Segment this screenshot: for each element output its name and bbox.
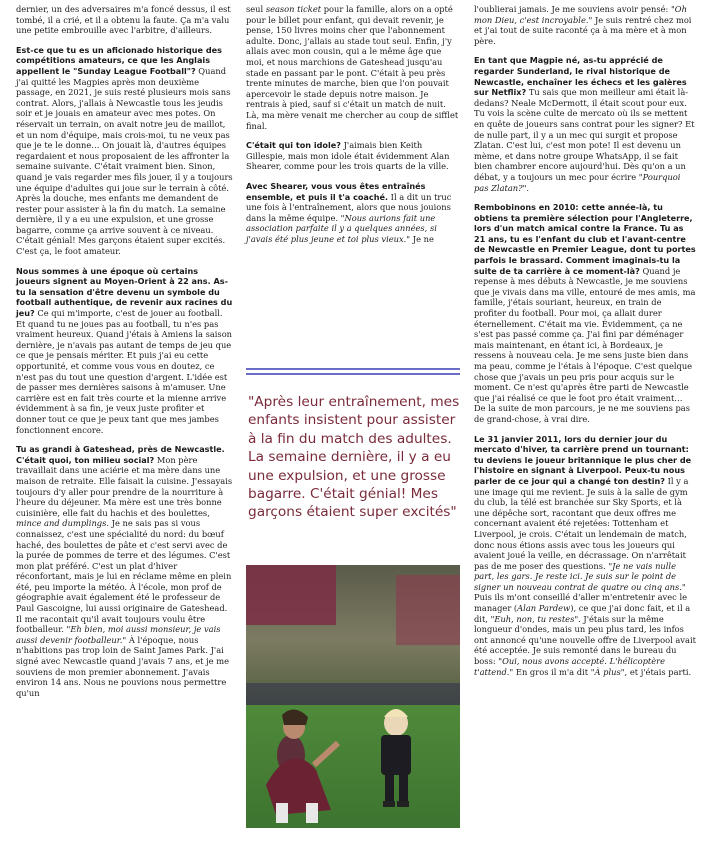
answer: Mon père travaillait dans une aciérie et ma mère dans une maison de retraite. Elle faisait la cuisine. J'essayais toujours d'y aller pour prendre de la nourriture à l'heure du déjeuner. Ma mère est une très bonne cuisinière, elle fait du hachis et des boulettes, [16, 454, 233, 518]
answer: Quand j'ai quitté les Magpies après mon deuxième passage, en 2021, je suis resté plusieurs mois sans contrat. Alors, j'allais à Newcastle tous les jeudis soir et je jouais en amateur avec mes potes. On réservait un terrain, on avait notre jeu de maillot, et un nom d'équipe, mais crois-moi, tu ne veux pas que je te le donne… On jouait là, d'autres équipes regardaient et nous proposaient de les affronter la semaine suivante. C'était vraiment bien. Sinon, quand je vais regarder mes fils jouer, il y a toujours une équipe d'adultes qui joue sur le terrain à côté. Après la douche, mes enfants me demandent de rester pour assister à la fin du match. La semaine dernière, il y a eu une expulsion, et une grosse bagarre, comme ça arrive souvent à ce niveau. C'était génial! Mes garçons étaient super excités. C'est ça, le foot amateur. [16, 65, 233, 257]
answer: En gros il m'a dit [513, 666, 591, 677]
emphasis: "Je ne vais nulle part, les gars. Je reste ici. Je suis sur le point de signer un nouveau contrat de quatre ou cinq ans." [474, 560, 686, 592]
answer: Ce qui m'importe, c'est de jouer au football. Et quand tu ne joues pas au football, tu n'es pas vraiment heureux. Quand j'étais à Amiens la saison dernière, je n'avais pas autant de temps de jeu que ce que je pensais mériter. Et puis j'ai eu cette opportunité, et comme vous vous en doutez, ce n'est pas du tout une question d'argent. L'idée est de passer mes dernières saisons à m'amuser. Une carrière est en fait très courte et la mienne arrive évidemment à sa fin, je veux juste profiter et donner tout ce que je peux tant que mes jambes fonctionnent encore. [16, 308, 233, 435]
column-2 [246, 4, 460, 244]
emphasis: season ticket [265, 4, 322, 14]
emphasis: "Pourquoi pas Zlatan?" [474, 171, 681, 193]
answer: , et j'étais parti. [624, 666, 692, 677]
answer: ), ce que j'ai donc fait, et il a dit, [474, 603, 691, 624]
answer: Il y a une image qui me revient. Je suis à la salle de gym du club, la télé est branchée sur Sky Sports, et là une dépêche sort, racontant que deux offres me concernant avaient été rejetées: Tottenham et Liverpool, je crois. C'était un lendemain de match, donc nous étions assis avec tous les joueurs qui avaient joué la veille, en décrassage. On n'arrêtait pas de me poser des questions. [474, 475, 689, 571]
question: Rembobinons en 2010: cette année-là, tu obtiens ta première sélection pour l'Angleterre, lors d'un match amical contre la France. Tu as 21 ans, tu es l'enfant du club et l'avant-centre de Newcastle en Premier League, dont tu portes parfois le brassard. Comment imaginais-tu la suite de ta carrière à ce moment-là? [474, 202, 696, 276]
emphasis: "Eh bien, moi aussi monsieur, je vais aussi devenir footballeur." [16, 624, 221, 645]
paragraph: l'oublierai jamais. Je me souviens avoir pensé: "Oh mon Dieu, c'est incroyable." Je suis rentré chez moi et j'ai tout de suite raconté ça à ma mère et à mon père. [474, 4, 692, 46]
qa-paragraph [246, 181, 460, 245]
answer: Tu sais que mon meilleur ami était là-dedans? Neale McDermott, il était scout pour eux. Tu vois la scène culte de mercato où ils se mettent en quête de joueurs sans contrat pour les signer? Et de nulle part, il y a un mec qui surgit et propose Zlatan. C'est lui, c'est mon pote! Il est devenu un mème, et dans notre groupe WhatsApp, il se fait bien chambrer encore aujourd'hui. Dès qu'on a un débat, y a toujours un mec pour écrire [474, 87, 695, 182]
paragraph: seul season ticket pour la famille, alors on a opté pour le billet pour enfant, qui devait revenir, je pense, 150 livres moins cher que l'abonnement adulte. Donc, j'allais au stade tout seul. Enfin, j'y allais avec mon cousin, qui a le même âge que moi, et nous marchions de Gateshead jusqu'au stade en passant par le pont. C'était à peu près trente minutes de marche, bien que l'on pouvait apercevoir le stade depuis notre maison. Je rentrais à pied, sauf si c'était un match de nuit. Là, ma mère venait me chercher au coup de sifflet final. [246, 4, 459, 131]
pull-quote-block [246, 368, 460, 522]
answer: À l'époque, nous n'habitions pas trop loin de Saint James Park. J'ai signé avec Newcastle quand j'avais 7 ans, et je me souviens de mon premier abonnement. J'avais environ 14 ans. Nous ne pouvions nous permettre qu'un [16, 634, 229, 698]
answer: Quand je repense à mes débuts à Newcastle, je me souviens que je vivais dans ma ville, entouré de mes amis, ma famille, j'étais souriant, heureux, en train de profiter du football. Pour moi, ça allait durer éternellement. C'était ma vie. Évidemment, ça ne s'est pas passé comme ça. J'ai fini par déménager mais maintenant, en étant ici, à Bordeaux, je ressens à nouveau cela. Je me sens juste bien dans ma peau, comme je l'étais à l'époque. C'est quelque chose que j'avais un peu pris pour acquis sur le moment. Ce n'est qu'après être parti de Newcastle que j'ai réalisé ce que le foot pro était vraiment… De la suite de mon parcours, je ne me souviens pas de grand-chose, à vrai dire. [474, 265, 696, 424]
answer: . [526, 182, 530, 193]
emphasis: "Euh, non, tu restes" [490, 613, 579, 624]
answer: Puis ils m'ont conseillé d'aller m'entretenir avec le manager ( [474, 592, 688, 614]
answer: J'aimais bien Keith Gillespie, mais mon idole était évidemment Alan Shearer, comme pour les trois quarts de la ville. [246, 140, 450, 172]
photo-player-with-child [246, 565, 460, 828]
divider [246, 373, 460, 375]
qa-paragraph [16, 444, 234, 698]
photo-illustration [246, 565, 460, 828]
question: Avec Shearer, vous vous êtes entraînés ensemble, et puis il t'a coaché. [246, 180, 426, 202]
answer: Je ne [410, 233, 434, 244]
qa-paragraph [474, 434, 696, 678]
emphasis: "Oui, nous avons accepté. L'hélicoptère t'attend." [474, 656, 666, 677]
question: Le 31 janvier 2011, lors du dernier jour du mercato d'hiver, ta carrière prend un tournant: tu deviens le joueur britannique le plus cher de l'histoire en signant à Liverpool. Peux-tu nous parler de ce jour qui a changé ton destin? [474, 433, 692, 486]
column-3 [474, 4, 696, 677]
qa-paragraph [474, 202, 696, 424]
qa-paragraph [16, 45, 234, 257]
question: Tu as grandi à Gateshead, près de Newcastle. C'était quoi, ton milieu social? [16, 444, 225, 465]
divider [246, 368, 460, 370]
answer: . Je ne sais pas si vous connaissez, c'est une spécialité du nord: du bœuf haché, des boulettes de pâte et c'est servi avec de la purée de pommes de terre et des légumes. C'est mon plat préféré. C'est un plat d'hiver réconfortant, mais je lui en réclame même en plein été, peu importe la météo. À l'école, mon prof de géographie avait également été le professeur de Paul Gascoigne, lui aussi originaire de Gateshead. Il me racontait qu'il avait toujours voulu être footballeur. [16, 518, 232, 635]
answer: . J'étais sur la même longueur d'ondes, mais un peu plus tard, les infos ont annoncé qu'une nouvelle offre de Liverpool avait été acceptée. Je suis remonté dans le bureau du boss: [474, 613, 696, 667]
emphasis: "À plus" [590, 666, 625, 677]
qa-paragraph [16, 266, 234, 436]
emphasis: "Nous aurions fait une association parfaite il y a quelques années, si j'avais été plus jeune et toi plus vieux." [246, 212, 437, 244]
qa-paragraph [474, 55, 696, 193]
paragraph: dernier, un des adversaires m'a foncé dessus, il est tombé, il a crié, et il a obtenu la faute. Ça m'a valu une petite embrouille avec l'arbitre, d'ailleurs. [16, 4, 231, 36]
qa-paragraph [246, 140, 460, 172]
question: Nous sommes à une époque où certains joueurs signent au Moyen-Orient à 22 ans. As-tu la sensation d'être devenu un symbole du football authentique, de revenir aux racines du jeu? [16, 265, 233, 319]
pull-quote: "Après leur entraînement, mes enfants insistent pour assister à la fin du match des adultes. La semaine dernière, il y a eu une expulsion, et une grosse bagarre. C'était génial! Mes garçons étaient super excités" [248, 394, 460, 521]
column-1 [16, 4, 234, 698]
emphasis: mince and dumplings [16, 518, 107, 529]
emphasis: Alan Pardew [517, 603, 571, 614]
question: Est-ce que tu es un aficionado historique des compétitions amateurs, ce que les Anglais appellent le "Sunday League Football"? [16, 44, 222, 76]
question: C'était qui ton idole? [246, 140, 341, 151]
emphasis: "Oh mon Dieu, c'est incroyable." [474, 4, 687, 25]
question: En tant que Magpie né, as-tu apprécié de regarder Sunderland, le rival historique de Newcastle, enchaîner les échecs et les galères sur Netflix? [474, 55, 687, 98]
answer: Il a dit un truc une fois à l'entraînement, alors que nous jouions dans la même équipe. [246, 191, 452, 223]
